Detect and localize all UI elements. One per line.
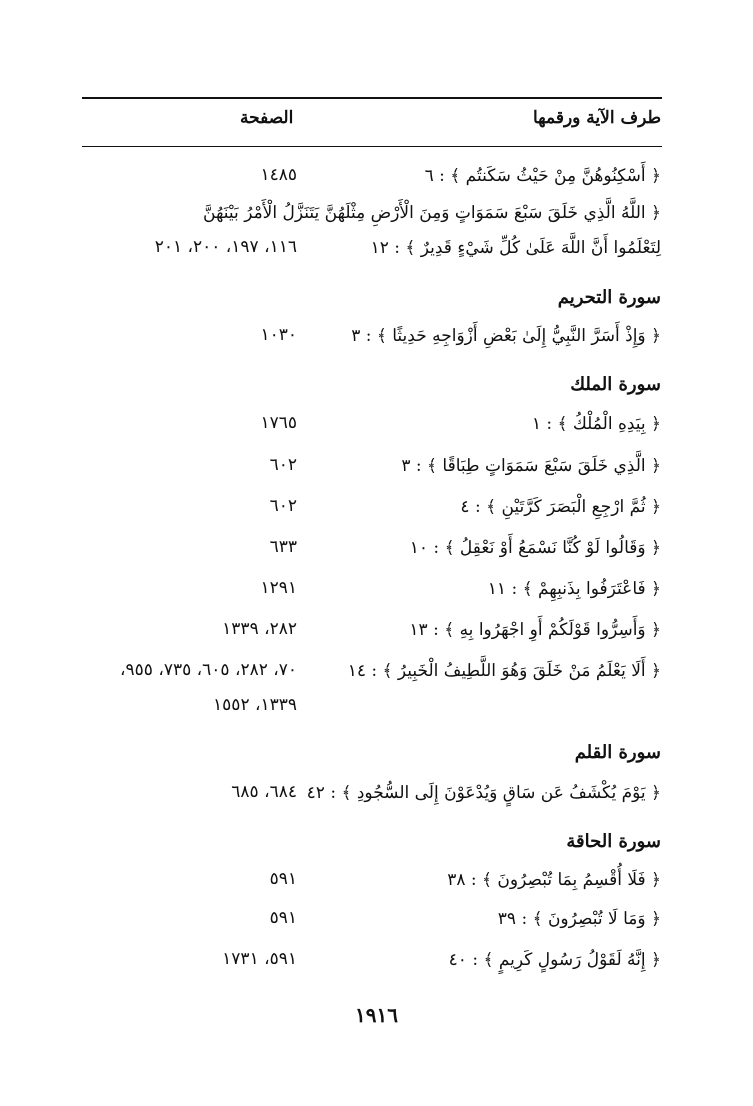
page-refs: ١٢٩١ [260,578,297,598]
page-refs: ١١٦، ١٩٧، ٢٠٠، ٢٠١ [154,237,297,257]
page-refs: ٦٣٣ [269,537,297,557]
page-refs: ٧٠، ٢٨٢، ٦٠٥، ٧٣٥، ٩٥٥، [120,660,297,680]
page-refs-continued: ١٣٣٩، ١٥٥٢ [213,695,297,715]
page-refs: ٥٩١ [269,908,297,928]
sura-heading: سورة الملك [570,374,661,395]
page-refs: ٥٩١، ١٧٣١ [222,949,297,969]
verse-ref: ﴿ يَوْمَ يُكْشَفُ عَن سَاقٍ وَيُدْعَوْنَ إِلَى السُّجُودِ ﴾ : ٤٢ [306,783,661,803]
page-refs: ٥٩١ [269,869,297,889]
verse-ref: ﴿ وَمَا لَا تُبْصِرُونَ ﴾ : ٣٩ [497,909,661,929]
verse-ref: ﴿ إِنَّهُ لَقَوْلُ رَسُولٍ كَرِيمٍ ﴾ : ٤٠ [448,950,661,970]
page-refs: ٦٨٤، ٦٨٥ [231,782,297,802]
header-rule [82,146,662,147]
page-refs: ٢٨٢، ١٣٣٩ [222,619,297,639]
verse-ref: ﴿ أَسْكِنُوهُنَّ مِنْ حَيْثُ سَكَنتُم ﴾ : ٦ [424,166,661,186]
sura-heading: سورة القلم [574,742,661,763]
verse-ref: ﴿ أَلَا يَعْلَمُ مَنْ خَلَقَ وَهُوَ اللَّطِيفُ الْخَبِيرُ ﴾ : ١٤ [347,661,661,681]
page-refs: ١٤٨٥ [260,165,297,185]
verse-ref: ﴿ وَأَسِرُّوا قَوْلَكُمْ أَوِ اجْهَرُوا بِهِ ﴾ : ١٣ [409,620,661,640]
page-refs: ٦٠٢ [269,496,297,516]
verse-ref: ﴿ فَلَا أُقْسِمُ بِمَا تُبْصِرُونَ ﴾ : ٣٨ [447,870,661,890]
verse-ref: ﴿ وَإِذْ أَسَرَّ النَّبِيُّ إِلَىٰ بَعْضِ أَزْوَاجِهِ حَدِيثًا ﴾ : ٣ [351,326,661,346]
verse-ref: ﴿ الَّذِي خَلَقَ سَبْعَ سَمَوَاتٍ طِبَاقًا ﴾ : ٣ [401,456,661,476]
top-rule [82,97,662,99]
verse-ref: ﴿ وَقَالُوا لَوْ كُنَّا نَسْمَعُ أَوْ نَعْقِلُ ﴾ : ١٠ [409,538,661,558]
header-page-column: الصفحة [240,108,294,128]
page-number: ١٩١٦ [355,1003,398,1027]
verse-ref: ﴿ فَاعْتَرَفُوا بِذَنبِهِمْ ﴾ : ١١ [487,579,661,599]
sura-heading: سورة التحريم [557,287,661,308]
verse-ref: ﴿ ثُمَّ ارْجِعِ الْبَصَرَ كَرَّتَيْنِ ﴾ : ٤ [460,497,661,517]
page-refs: ١٧٦٥ [260,413,297,433]
sura-heading: سورة الحاقة [566,831,661,852]
page-refs: ١٠٣٠ [260,325,297,345]
page-refs: ٦٠٢ [269,455,297,475]
verse-ref: لِتَعْلَمُوا أَنَّ اللَّهَ عَلَىٰ كُلِّ شَيْءٍ قَدِيرٌ ﴾ : ١٢ [370,238,661,258]
verse-ref: ﴿ اللَّهُ الَّذِي خَلَقَ سَبْعَ سَمَوَاتٍ وَمِنَ الْأَرْضِ مِثْلَهُنَّ يَتَنَزَّلُ الْأَمْرُ بَيْنَهُنَّ [203,203,661,223]
verse-ref: ﴿ بِيَدِهِ الْمُلْكُ ﴾ : ١ [531,414,661,434]
header-verse-column: طرف الآية ورقمها [532,108,661,128]
